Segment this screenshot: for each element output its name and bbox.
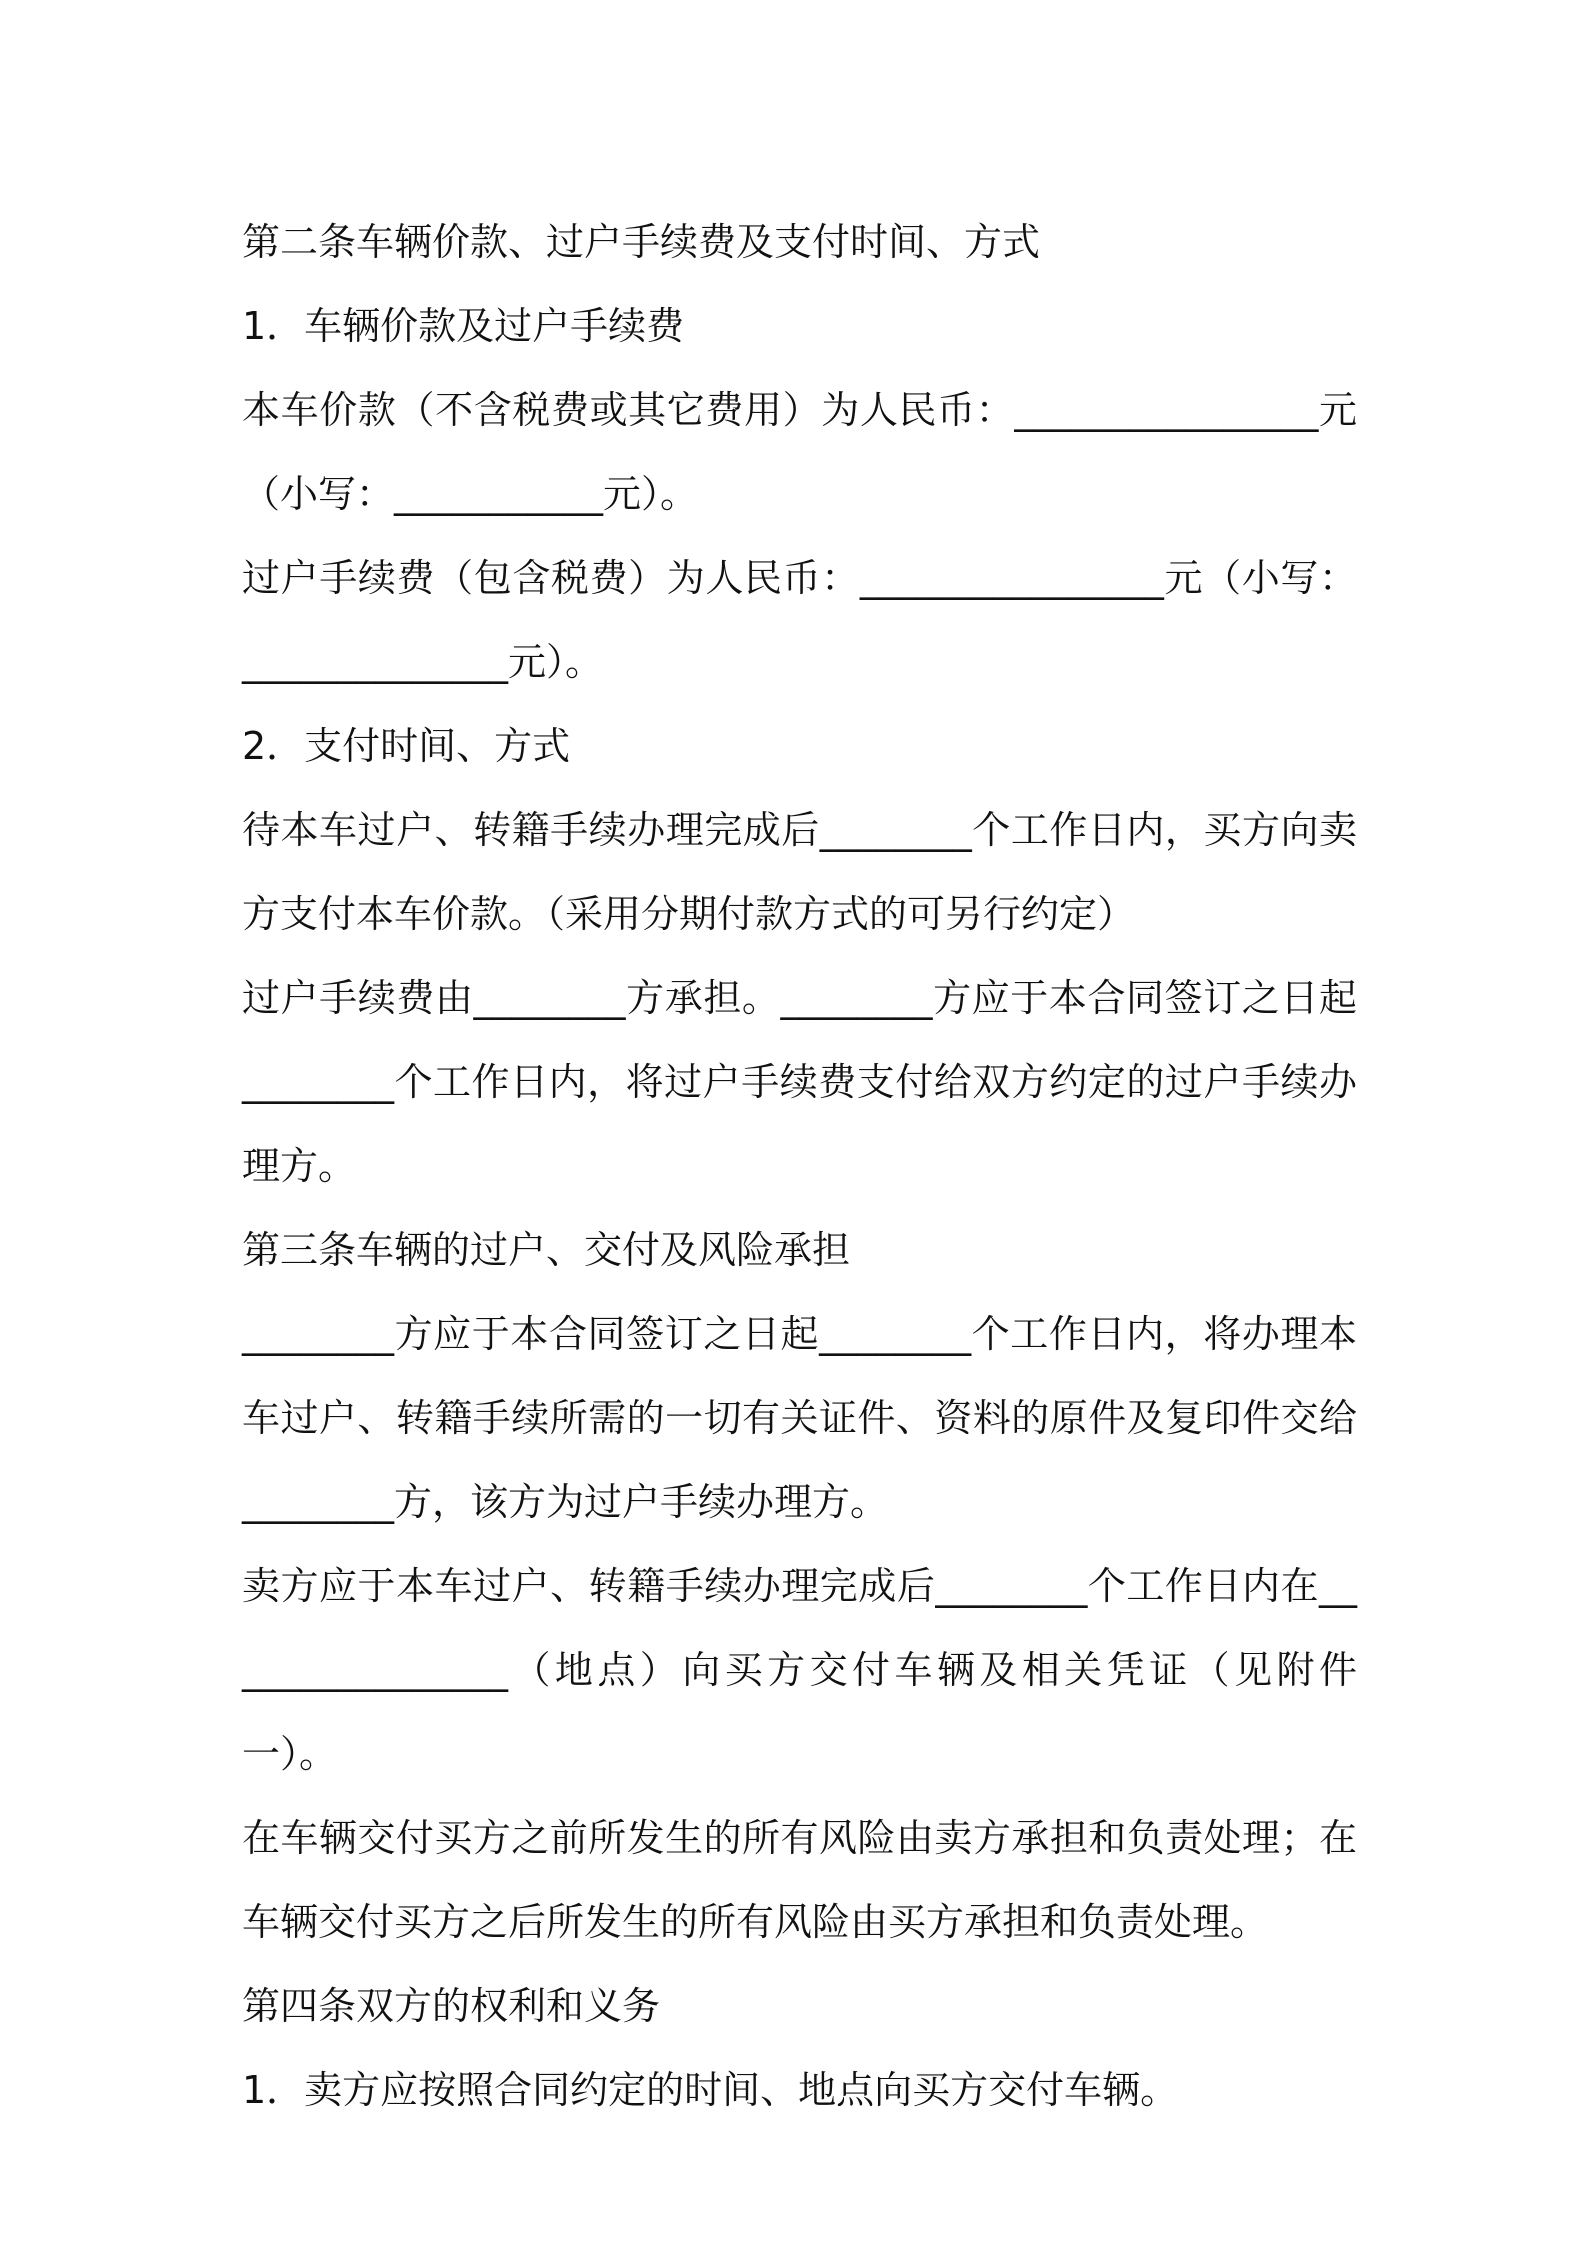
paragraph-documents-handover: ________方应于本合同签订之日起________个工作日内，将办理本车过户、转籍手续所需的一切有关证件、资料的原件及复印件交给________方，该方为过户手续办理方。 (242, 1312, 1357, 1524)
paragraph-payment-time: 待本车过户、转籍手续办理完成后________个工作日内，买方向卖方支付本车价款。（采用分期付款方式的可另行约定） (242, 808, 1357, 936)
subsection-heading-price: 1．车辆价款及过户手续费 (242, 304, 685, 348)
contract-body (242, 200, 1357, 2132)
paragraph-vehicle-delivery: 卖方应于本车过户、转籍手续办理完成后________个工作日内在________________（地点）向买方交付车辆及相关凭证（见附件一）。 (242, 1564, 1357, 1776)
section-heading-3: 第三条车辆的过户、交付及风险承担 (242, 1228, 851, 1272)
paragraph-seller-obligation: 1．卖方应按照合同约定的时间、地点向买方交付车辆。 (242, 2068, 1179, 2112)
paragraph-risk: 在车辆交付买方之前所发生的所有风险由卖方承担和负责处理；在车辆交付买方之后所发生的所有风险由买方承担和负责处理。 (242, 1816, 1357, 1944)
paragraph-fee-bearer: 过户手续费由________方承担。________方应于本合同签订之日起________个工作日内，将过户手续费支付给双方约定的过户手续办理方。 (242, 976, 1357, 1188)
section-heading-4: 第四条双方的权利和义务 (242, 1984, 661, 2028)
paragraph-transfer-fee: 过户手续费（包含税费）为人民币：________________元（小写：______________元）。 (242, 556, 1357, 684)
subsection-heading-payment: 2．支付时间、方式 (242, 724, 571, 768)
section-heading-2: 第二条车辆价款、过户手续费及支付时间、方式 (242, 220, 1041, 264)
paragraph-vehicle-price: 本车价款（不含税费或其它费用）为人民币：________________元（小写：___________元）。 (242, 388, 1357, 516)
